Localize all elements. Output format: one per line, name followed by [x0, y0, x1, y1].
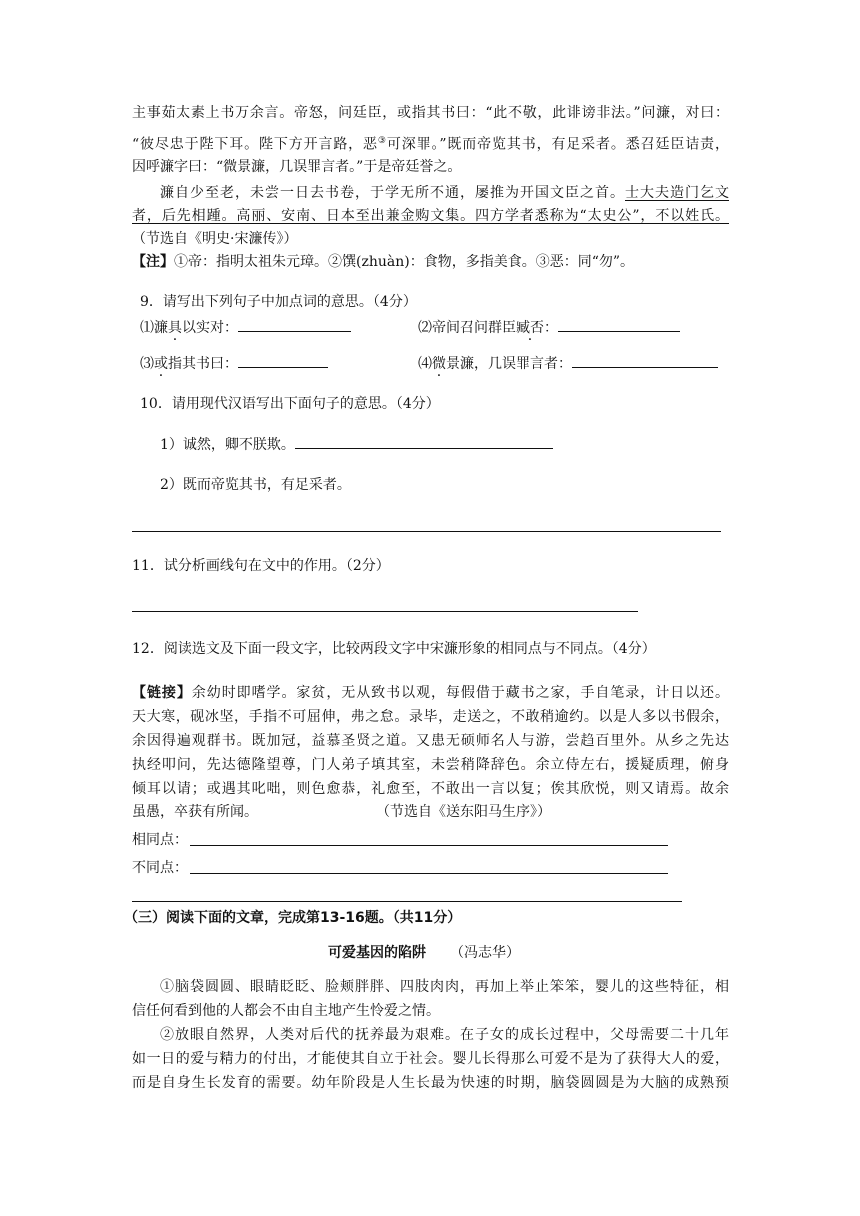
underlined-sentence: 士大夫造门乞文	[625, 185, 729, 201]
diff-point-label: 不同点：	[132, 860, 188, 876]
article-author: （冯志华）	[450, 945, 520, 961]
note-label: 【注】	[132, 254, 174, 270]
answer-blank[interactable]	[295, 434, 553, 449]
article-title: 可爱基因的陷阱	[328, 945, 426, 961]
article-line: 信任何看到他的人都会不由自主地产生怜爱之情。	[132, 1003, 440, 1019]
article-line: ②放眼自然界，人类对后代的抚养最为艰难。在子女的成长过程中，父母需要二十几年	[160, 1027, 729, 1043]
article-line: 而是自身生长发育的需要。幼年阶段是人生长最为快速的时期，脑袋圆圆是为大脑的成熟预	[132, 1075, 729, 1091]
note-text: ①帝：指明太祖朱元璋。②馔(zhuàn)：食物，多指美食。③恶：同“勿”。	[174, 254, 635, 270]
question-9-item-4	[418, 353, 718, 375]
answer-blank[interactable]	[238, 353, 328, 368]
passage-note	[132, 251, 634, 273]
item-text: ⑴濂	[140, 320, 168, 336]
diff-point-answer-line[interactable]	[190, 873, 668, 874]
passage-line: 主事茹太素上书万余言。帝怒，问廷臣，或指其书曰：“此不敬，此诽谤非法。”问濂，对曰：	[132, 105, 729, 121]
footnote-marker: ③	[377, 136, 387, 146]
link-passage-line: 执经叩问，先达德隆望尊，门人弟子填其室，未尝稍降辞色。余立侍左右，援疑质理，俯身	[132, 757, 729, 773]
link-passage-line: 虽愚，卒获有所闻。	[132, 804, 258, 820]
answer-blank[interactable]	[558, 317, 680, 332]
question-9-stem: 9．请写出下列句子中加点词的意思。（4分）	[140, 294, 417, 310]
link-passage-line: 倾耳以请；或遇其叱咄，则色愈恭，礼愈至，不敢出一言以复；俟其欣悦，则又请焉。故余	[132, 781, 729, 797]
item-text: 以实对：	[182, 320, 238, 336]
question-9-item-1	[140, 317, 351, 339]
same-point-label: 相同点：	[132, 832, 188, 848]
question-10-sentence-2: 2）既而帝览其书，有足采者。	[160, 477, 351, 493]
item-text: ⑵帝间召问群臣	[418, 320, 516, 336]
question-11-stem: 11．试分析画线句在文中的作用。（2分）	[132, 558, 390, 574]
link-label: 【链接】	[132, 685, 192, 701]
answer-line[interactable]	[132, 531, 721, 532]
underlined-sentence: 者，后先相踵。高丽、安南、日本至出兼金购文集。四方学者悉称为“太史公”，不以姓氏。	[132, 208, 729, 224]
question-10-sentence-1	[132, 434, 553, 456]
dotted-word: 或	[154, 356, 168, 372]
sentence-text: 1）诚然，卿不朕欺。	[160, 437, 295, 453]
passage-line: 因呼濂字曰：“微景濂，几误罪言者。”于是帝廷誉之。	[132, 159, 462, 175]
article-line: ①脑袋圆圆、眼睛眨眨、脸颊胖胖、四肢肉肉，再加上举止笨笨，婴儿的这些特征，相	[160, 979, 729, 995]
item-text: ⑷	[418, 356, 432, 372]
answer-line[interactable]	[132, 611, 638, 612]
link-passage-line: 天大寒，砚冰坚，手指不可屈伸，弗之怠。录毕，走送之，不敢稍逾约。以是人多以书假余，	[132, 709, 729, 725]
article-line: 如一日的爱与精力的付出，才能使其自立于社会。婴儿长得那么可爱不是为了获得大人的爱，	[132, 1051, 729, 1067]
dotted-word: 具	[168, 320, 182, 336]
passage-text: 可深罪。”既而帝览其书，有足采者。悉召廷臣诘责，	[386, 136, 729, 153]
item-text: ：	[544, 320, 558, 336]
answer-line[interactable]	[132, 901, 682, 902]
passage-line	[132, 130, 729, 156]
passage-text: 濂自少至老，未尝一日去书卷，于学无所不通，屡推为开国文臣之首。	[160, 185, 625, 201]
passage-text: “彼尽忠于陛下耳。陛下方开言路，恶	[132, 136, 378, 153]
item-text: 指其书曰：	[168, 356, 238, 372]
answer-blank[interactable]	[572, 353, 718, 368]
same-point-answer-line[interactable]	[190, 845, 668, 846]
article-title-row	[328, 942, 520, 964]
link-passage-line: 余因得遍观群书。既加冠，益慕圣贤之道。又患无硕师名人与游，尝趋百里外。从乡之先达	[132, 733, 729, 749]
question-12-stem: 12．阅读选文及下面一段文字，比较两段文字中宋濂形象的相同点与不同点。（4分）	[132, 641, 656, 657]
answer-blank[interactable]	[238, 317, 351, 332]
link-passage-line	[132, 682, 729, 704]
dotted-word: 臧否	[516, 320, 544, 336]
question-10-stem: 10．请用现代汉语写出下面句子的意思。（4分）	[140, 396, 440, 412]
link-source: （节选自《送东阳马生序》）	[376, 804, 551, 820]
link-text: 余幼时即嗜学。家贫，无从致书以观，每假借于藏书之家，手自笔录，计日以还。	[191, 685, 729, 701]
item-text: 景濂，几误罪言者：	[446, 356, 572, 372]
question-9-item-2	[418, 317, 680, 339]
dotted-word: 微	[432, 356, 446, 372]
passage-line	[160, 182, 729, 204]
section-3-heading: （三）阅读下面的文章，完成第13-16题。（共11分）	[124, 910, 462, 926]
item-text: ⑶	[140, 356, 154, 372]
passage-source: （节选自《明史·宋濂传》）	[132, 231, 298, 247]
question-9-item-3	[140, 353, 328, 375]
